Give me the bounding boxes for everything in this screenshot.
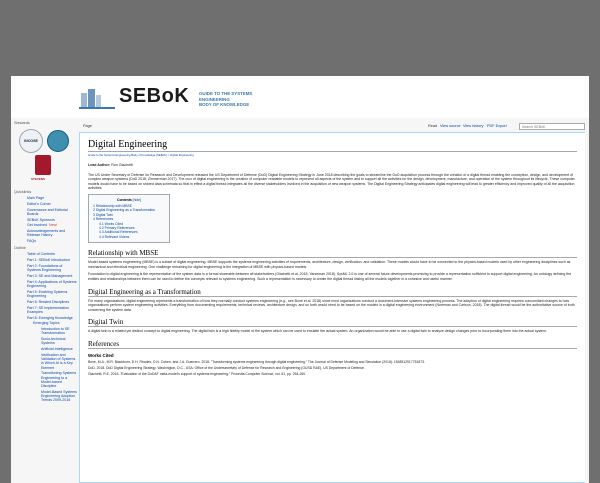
stevens-logo[interactable]	[35, 155, 51, 175]
quicklink-item[interactable]: Main Page	[27, 196, 45, 200]
reference-item: Bone, M.A., M.R. Blackburn, D.H. Rhodes, D.N. Cohen, and J.A. Guerrero. 2018. "Transforming systems engineering through digital engineering." The Journal of Defense Modeling and Simulation (2018): 1548512917751873.	[88, 359, 425, 364]
outline-subitem[interactable]: Emerging Topics	[33, 321, 60, 326]
toc-entry[interactable]: 1 Relationship with MBSE	[93, 203, 133, 208]
tab-page[interactable]: Page	[83, 124, 92, 128]
reference-item: Giachetti, R.E. 2015. "Evaluation of the DoDAF meta-model's support of systems engineering." Procedia Computer Science, vol. 61, pp. 254-260.	[88, 372, 307, 377]
section-title-references: References	[88, 340, 577, 349]
tab-read[interactable]: Read	[428, 124, 438, 128]
outline-item[interactable]: Table of Contents	[27, 252, 55, 257]
ieee-logo[interactable]	[47, 130, 69, 152]
outline-item[interactable]: Part 5: Enabling Systems Engineering	[27, 289, 68, 298]
article-content	[79, 132, 585, 483]
sebok-logo-icon	[79, 87, 115, 111]
works-cited-title: Works Cited	[88, 352, 114, 358]
mbse-paragraph-2: Foundation to digital engineering is the representation of the system data in a formal shareable between all stakeholders (Giachetti et al. 2015; Yarseman 2018). SysML 2.0 is one of several future developments promising to provide a representation sufficient to support digital engineering. An ontology defining the entities and relationships between them can be used to define the concepts relevant to systems engineering. Such a representation is necessary to create the digital thread linking all the models together in a cohesive and useful manner.	[88, 272, 572, 281]
stevens-label: STEVENS	[31, 177, 46, 181]
quicklink-item[interactable]: FAQs	[27, 239, 36, 244]
outline-subitem[interactable]: Socio-technical Systems	[41, 337, 66, 346]
outline-subitem[interactable]: Artificial Intelligence	[41, 347, 73, 352]
toc-subentry[interactable]: 4.3 Additional References	[99, 230, 138, 235]
toc-hide-link[interactable]: [hide]	[132, 197, 141, 202]
toc-list	[93, 204, 165, 239]
lead-author: Lead Author: Ron Giachetti	[88, 163, 134, 167]
outline-heading: Outline	[14, 246, 27, 251]
outline-list	[11, 252, 77, 402]
toc-entry[interactable]: 4 References	[93, 217, 114, 222]
site-header	[11, 76, 589, 118]
sidebar	[11, 118, 77, 483]
references-list	[88, 360, 577, 377]
mbse-paragraph-1: Model-based systems engineering (MBSE) is a subset of digital engineering. MBSE supports the systems engineering activities of requirements, architecture, design, verification, and validation. These models would have to be connected to the physics-based models used by other engineering disciplines such as mechanical and electrical engineering. One challenge remaining for digital engineering is the integration of MBSE with physics-based models.	[88, 260, 571, 269]
incose-logo[interactable]: INCOSE	[19, 129, 43, 153]
sebok-logo[interactable]	[79, 85, 299, 115]
outline-item[interactable]: Part 6: Related Disciplines	[27, 299, 70, 304]
page-tabs	[79, 122, 585, 132]
tab-pdf-export[interactable]: PDF Export	[487, 124, 507, 128]
quicklinks-heading: Quicklinks	[14, 190, 32, 194]
section-title-transformation: Digital Engineering as a Transformation	[88, 288, 577, 297]
stewards-heading: Stewards	[14, 121, 30, 125]
search-input[interactable]: Search SEBoK	[519, 123, 585, 130]
toc-entry[interactable]: 2 Digital Engineering as a Transformation	[93, 208, 156, 213]
toc-subentry[interactable]: 4.1 Works Cited	[99, 221, 124, 226]
outline-item[interactable]: Part 8: Emerging Knowledge	[27, 315, 73, 320]
breadcrumb[interactable]: Guide to the Systems Engineering Body of Knowledge (SEBoK) > Digital Engineering	[88, 153, 194, 157]
new-badge: New!	[48, 223, 58, 228]
toc-subentry[interactable]: 4.4 Relevant Videos	[99, 234, 130, 239]
logo-tagline: GUIDE TO THE SYSTEMS ENGINEERING BODY OF KNOWLEDGE	[199, 91, 253, 107]
quicklink-item[interactable]: SEBoK Sponsors	[27, 217, 55, 222]
intro-paragraph: The US Under Secretary of Defense for Research and Development released the US Department of Defense (DoD) Digital Engineering Strategy in June 2018 describing the goals to streamline the DoD acquisition process through the creation of a digital thread enabling the conception, design, and development of complex weapon systems (DoD 2018; Zimmerman 2017). The crux of digital engineering is the creation of computer readable models to represent all aspects of the system and to support all the activities for the design, development, manufacture, and operation of the system throughout its lifecycle. These computer models would have to be based on shared data schemata so that in effect a digital thread integrates all the diverse stakeholders involved in the acquisition of new weapon systems. The Digital Engineering Strategy anticipates digital engineering will lead to greater efficiency and improved quality of all the acquisition activities.	[88, 172, 575, 191]
browser-page	[11, 76, 589, 483]
outline-item[interactable]: Part 4: Applications of Systems Engineering	[27, 279, 77, 288]
reference-item: DoD. 2018. DoD Digital Engineering Strategy. Washington, D.C., USA: Office of the Undersecretary of Defense for Research and Engineering (OUSD R&E), US Department of Defense.	[88, 366, 365, 371]
section-title-mbse: Relationship with MBSE	[88, 249, 577, 258]
quicklink-item[interactable]: Acknowledgements and Release History	[27, 229, 66, 238]
quicklink-item[interactable]: Governance and Editorial Boards	[27, 207, 68, 216]
outline-item[interactable]: Part 7: SE Implementation Examples	[27, 305, 69, 314]
toc-subentry[interactable]: 4.2 Primary References	[99, 226, 135, 230]
toc-title: Contents [hide]	[117, 197, 141, 202]
outline-subitem[interactable]: Verification and Validation of Systems in Which AI is a Key Element	[41, 352, 76, 370]
transformation-paragraph: For many organizations, digital engineering represents a transformation of how they normally conduct systems engineering (e.g., see Bone et al. 2018) since most organizations conduct a document-intensive systems engineering process. The adoption of digital engineering requires concomitant changes to how organizations perform system engineering activities. Everything from documenting requirements, technical reviews, architecture design, and so forth would need to be based on the models in a digital engineering environment (Noreman and Carlson, 2018). The digital thread would be the authoritative source of truth concerning the system data.	[88, 298, 575, 312]
page-title: Digital Engineering	[88, 139, 577, 152]
tab-view-source[interactable]: View source	[440, 124, 461, 128]
toc-entry[interactable]: 3 Digital Twin	[93, 212, 114, 217]
outline-item[interactable]: Part 2: Foundations of Systems Engineering	[27, 263, 63, 273]
outline-item[interactable]: Part 3: SE and Management	[27, 273, 73, 278]
outline-subitem[interactable]: Transitioning Systems Engineering to a Model-based Discipline	[41, 371, 77, 388]
quicklink-item[interactable]: Get involved	[27, 223, 47, 228]
section-title-digital-twin: Digital Twin	[88, 318, 577, 327]
outline-subitem[interactable]: Introduction to SE Transformation	[41, 327, 70, 336]
quicklink-item[interactable]: Editor's Corner	[27, 201, 51, 206]
tab-view-history[interactable]: View history	[463, 124, 484, 128]
table-of-contents	[88, 194, 170, 243]
quicklinks-list	[11, 196, 77, 243]
outline-subitem[interactable]: Model-Based Systems Engineering Adoption Trends 2009-2018	[41, 389, 77, 403]
digital-twin-paragraph: A digital twin is a related yet distinct concept to digital engineering. The digital twin is a high fidelity model of the system which can be used to emulate the actual system. An organization would be able to use a digital twin to analyze design changes prior to incorporating them into the actual system.	[88, 329, 547, 334]
outline-item[interactable]: Part 1: SEBoK Introduction	[27, 258, 70, 263]
logo-wordmark: SEBoK	[119, 85, 190, 107]
partner-logos	[11, 127, 77, 187]
